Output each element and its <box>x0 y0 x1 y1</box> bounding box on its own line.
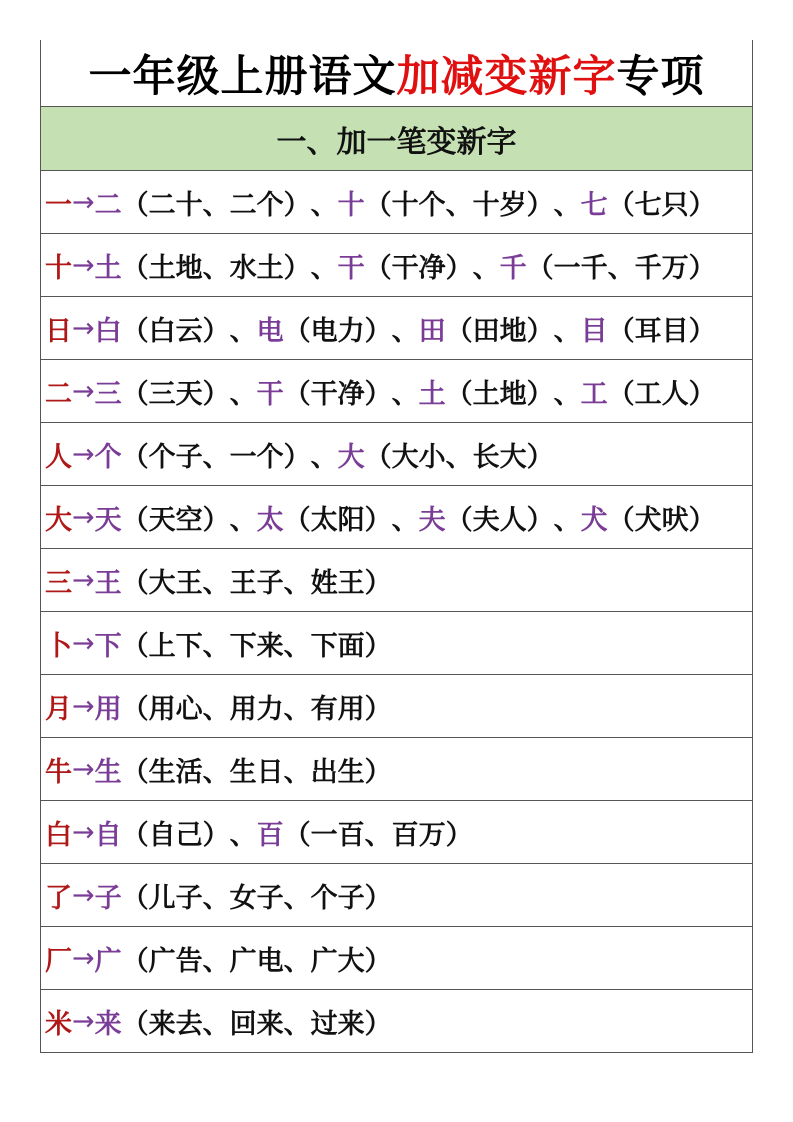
extra-character: 工 <box>580 378 608 410</box>
extra-character: 十 <box>337 189 365 221</box>
separator: 、 <box>553 315 581 347</box>
extra-words: （耳目） <box>607 315 716 347</box>
separator: 、 <box>553 378 581 410</box>
source-character: 二 <box>45 378 72 410</box>
source-character: 白 <box>45 819 72 851</box>
new-character: 自 <box>94 819 122 851</box>
example-words: （来去、回来、过来） <box>121 1008 392 1040</box>
arrow-icon: → <box>72 312 95 344</box>
extra-words: （犬吠） <box>607 504 716 536</box>
table-row <box>41 801 752 864</box>
row-list <box>41 171 752 1053</box>
example-words: （用心、用力、有用） <box>121 693 392 725</box>
arrow-icon: → <box>72 249 95 281</box>
example-words: （自己） <box>121 819 230 851</box>
arrow-icon: → <box>72 186 95 218</box>
arrow-icon: → <box>72 375 95 407</box>
separator: 、 <box>310 189 338 221</box>
source-character: 牛 <box>45 756 72 788</box>
separator: 、 <box>310 252 338 284</box>
separator: 、 <box>229 315 257 347</box>
extra-character: 电 <box>256 315 284 347</box>
new-character: 三 <box>94 378 122 410</box>
table-row <box>41 612 752 675</box>
arrow-icon: → <box>72 1005 95 1037</box>
extra-words: （干净） <box>364 252 473 284</box>
separator: 、 <box>391 315 419 347</box>
extra-character: 田 <box>418 315 446 347</box>
separator: 、 <box>553 504 581 536</box>
table-row <box>41 486 752 549</box>
example-words: （二十、二个） <box>121 189 311 221</box>
source-character: 大 <box>45 504 72 536</box>
source-character: 三 <box>45 567 72 599</box>
example-words: （天空） <box>121 504 230 536</box>
separator: 、 <box>229 504 257 536</box>
source-character: 厂 <box>45 945 72 977</box>
example-words: （个子、一个） <box>121 441 311 473</box>
extra-character: 夫 <box>418 504 446 536</box>
extra-words: （太阳） <box>283 504 392 536</box>
arrow-icon: → <box>72 879 95 911</box>
example-words: （三天） <box>121 378 230 410</box>
arrow-icon: → <box>72 501 95 533</box>
title-part1: 一年级上册语文 <box>88 51 397 102</box>
new-character: 王 <box>94 567 122 599</box>
arrow-icon: → <box>72 438 95 470</box>
arrow-icon: → <box>72 816 95 848</box>
extra-character: 目 <box>580 315 608 347</box>
arrow-icon: → <box>72 753 95 785</box>
separator: 、 <box>229 378 257 410</box>
title-part2: 专项 <box>616 51 705 102</box>
table-row <box>41 927 752 990</box>
extra-words: （电力） <box>283 315 392 347</box>
separator: 、 <box>553 189 581 221</box>
extra-words: （七只） <box>607 189 716 221</box>
separator: 、 <box>472 252 500 284</box>
table-row <box>41 171 752 234</box>
example-words: （生活、生日、出生） <box>121 756 392 788</box>
extra-character: 千 <box>499 252 527 284</box>
worksheet <box>40 40 753 1053</box>
arrow-icon: → <box>72 942 95 974</box>
arrow-icon: → <box>72 627 95 659</box>
table-row <box>41 234 752 297</box>
new-character: 子 <box>94 882 122 914</box>
example-words: （广告、广电、广大） <box>121 945 392 977</box>
new-character: 下 <box>94 630 122 662</box>
table-row <box>41 549 752 612</box>
source-character: 十 <box>45 252 72 284</box>
separator: 、 <box>391 378 419 410</box>
arrow-icon: → <box>72 690 95 722</box>
extra-words: （工人） <box>607 378 716 410</box>
section-header: 一、加一笔变新字 <box>41 107 752 171</box>
source-character: 卜 <box>45 630 72 662</box>
example-words: （上下、下来、下面） <box>121 630 392 662</box>
extra-words: （一百、百万） <box>283 819 473 851</box>
new-character: 土 <box>94 252 122 284</box>
new-character: 个 <box>94 441 122 473</box>
new-character: 天 <box>94 504 122 536</box>
separator: 、 <box>391 504 419 536</box>
extra-words: （十个、十岁） <box>364 189 554 221</box>
table-row <box>41 675 752 738</box>
separator: 、 <box>229 819 257 851</box>
table-row <box>41 738 752 801</box>
source-character: 米 <box>45 1008 72 1040</box>
table-row <box>41 297 752 360</box>
extra-words: （干净） <box>283 378 392 410</box>
arrow-icon: → <box>72 564 95 596</box>
new-character: 二 <box>94 189 122 221</box>
extra-character: 七 <box>580 189 608 221</box>
source-character: 人 <box>45 441 72 473</box>
table-row <box>41 360 752 423</box>
extra-words: （土地） <box>445 378 554 410</box>
example-words: （土地、水土） <box>121 252 311 284</box>
title-highlight: 加减变新字 <box>396 51 617 102</box>
extra-words: （夫人） <box>445 504 554 536</box>
example-words: （白云） <box>121 315 230 347</box>
source-character: 日 <box>45 315 72 347</box>
new-character: 白 <box>94 315 122 347</box>
extra-character: 土 <box>418 378 446 410</box>
extra-character: 太 <box>256 504 284 536</box>
new-character: 来 <box>94 1008 122 1040</box>
extra-character: 干 <box>337 252 365 284</box>
extra-words: （大小、长大） <box>364 441 554 473</box>
table-row <box>41 990 752 1053</box>
source-character: 月 <box>45 693 72 725</box>
new-character: 广 <box>94 945 122 977</box>
extra-character: 百 <box>256 819 284 851</box>
table-row <box>41 864 752 927</box>
page-title <box>41 40 752 107</box>
example-words: （儿子、女子、个子） <box>121 882 392 914</box>
extra-character: 干 <box>256 378 284 410</box>
new-character: 生 <box>94 756 122 788</box>
extra-character: 大 <box>337 441 365 473</box>
new-character: 用 <box>94 693 122 725</box>
separator: 、 <box>310 441 338 473</box>
table-row <box>41 423 752 486</box>
source-character: 一 <box>45 189 72 221</box>
source-character: 了 <box>45 882 72 914</box>
example-words: （大王、王子、姓王） <box>121 567 392 599</box>
extra-words: （田地） <box>445 315 554 347</box>
extra-words: （一千、千万） <box>526 252 716 284</box>
extra-character: 犬 <box>580 504 608 536</box>
